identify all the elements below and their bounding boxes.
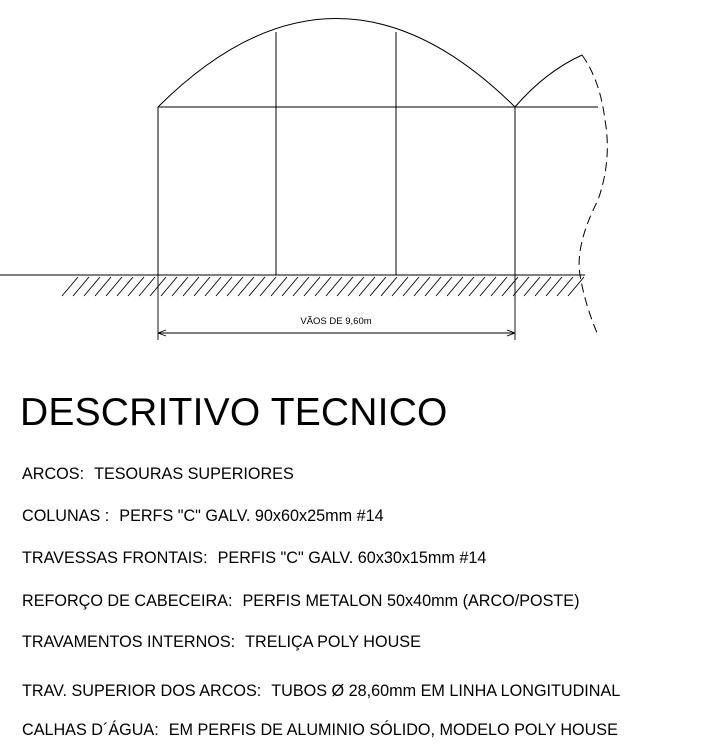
spec-label: ARCOS: [22, 465, 85, 483]
spec-row-calhas [22, 722, 618, 738]
spec-row-colunas [22, 508, 384, 524]
spec-label: TRAV. SUPERIOR DOS ARCOS: [22, 682, 262, 700]
span-dimension-label: VÃOS DE 9,60m [300, 316, 372, 327]
spec-value: PERFS "C" GALV. 90x60x25mm #14 [119, 507, 384, 525]
spec-label: REFORÇO DE CABECEIRA: [22, 592, 233, 610]
spec-row-arcos [22, 466, 294, 482]
arch-main [158, 19, 515, 108]
spec-value: EM PERFIS DE ALUMINIO SÓLIDO, MODELO POLY HOUSE [168, 721, 618, 739]
spec-row-trav-superior [22, 683, 620, 699]
arch-next-span [515, 55, 582, 107]
spec-label: TRAVESSAS FRONTAIS: [22, 549, 208, 567]
spec-label: TRAVAMENTOS INTERNOS: [22, 633, 236, 651]
spec-value: TESOURAS SUPERIORES [94, 465, 294, 483]
break-line [579, 55, 607, 335]
page-title: DESCRITIVO TECNICO [20, 391, 448, 434]
spec-value: TUBOS Ø 28,60mm EM LINHA LONGITUDINAL [271, 682, 621, 700]
span-dimension [158, 275, 515, 340]
spec-row-travamentos-internos [22, 634, 421, 650]
spec-value: PERFIS METALON 50x40mm (ARCO/POSTE) [242, 592, 580, 610]
spec-row-travessas-frontais [22, 550, 486, 566]
spec-value: TRELIÇA POLY HOUSE [245, 633, 421, 651]
spec-label: COLUNAS : [22, 507, 110, 525]
spec-label: CALHAS D´ÁGUA: [22, 721, 159, 739]
spec-value: PERFIS "C" GALV. 60x30x15mm #14 [217, 549, 487, 567]
spec-row-reforco-cabeceira [22, 593, 579, 609]
ground-hatching [62, 277, 584, 296]
